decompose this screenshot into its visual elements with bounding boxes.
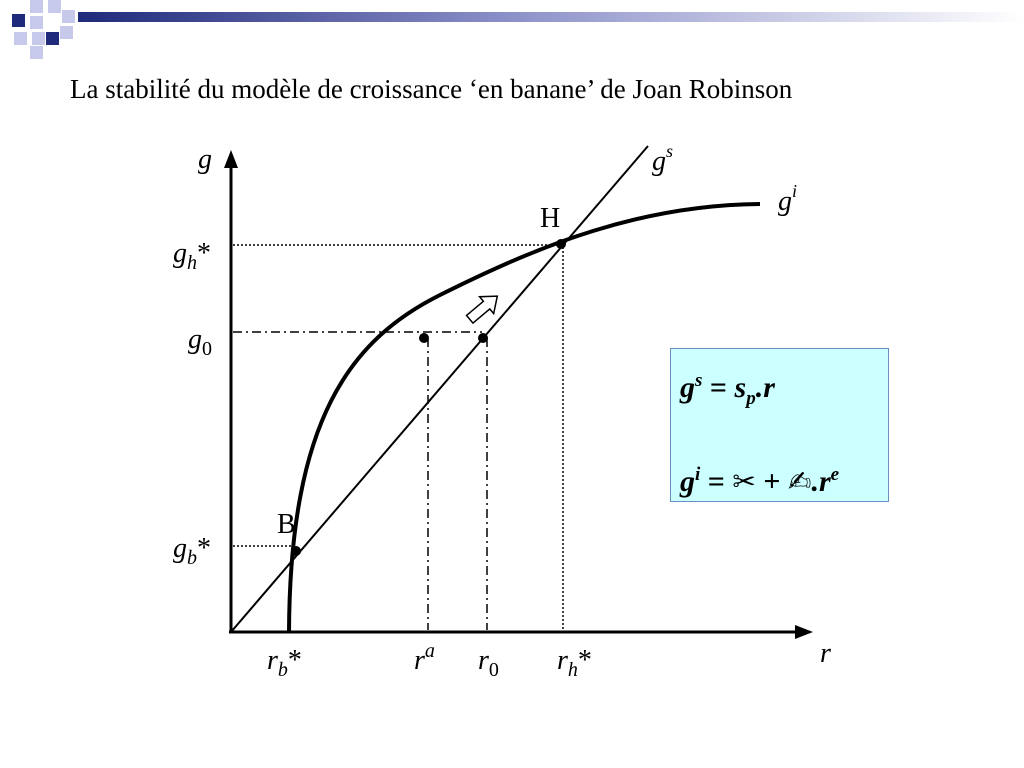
x-tick-rh: $r_h*$ [557, 645, 592, 681]
point-h [556, 239, 566, 249]
x-axis-label: r [820, 638, 831, 669]
x-axis-arrow [795, 625, 813, 639]
investment-equation: $g^i$ = ✂ + $✍.r^e$ [680, 464, 840, 498]
y-tick-gb: $g_b*$ [173, 533, 211, 569]
point-ra-g0 [419, 333, 429, 343]
writing-hand-symbol-icon: ✍ [787, 465, 812, 498]
scissors-symbol-icon: ✂ [732, 465, 756, 498]
point-r0-g0 [478, 333, 488, 343]
y-tick-g0: $g_0$ [188, 324, 212, 360]
point-b [291, 546, 301, 556]
point-b-label: B [277, 509, 296, 540]
point-h-label: H [540, 203, 561, 234]
equations-box [670, 348, 889, 502]
y-axis-arrow [224, 150, 238, 168]
savings-line-label: $g^s$ [652, 141, 674, 177]
investment-curve-label: $g^i$ [778, 181, 798, 217]
x-tick-rb: $r_b*$ [267, 645, 302, 681]
x-tick-ra: $r^a$ [414, 640, 435, 676]
slide-title: La stabilité du modèle de croissance ‘en banane’ de Joan Robinson [70, 74, 793, 104]
savings-equation: $g^s = s_p.r$ [680, 370, 775, 409]
y-tick-gh: $g_h*$ [173, 238, 211, 274]
y-axis-label: g [198, 144, 212, 175]
x-tick-r0: $r_0$ [478, 645, 499, 681]
